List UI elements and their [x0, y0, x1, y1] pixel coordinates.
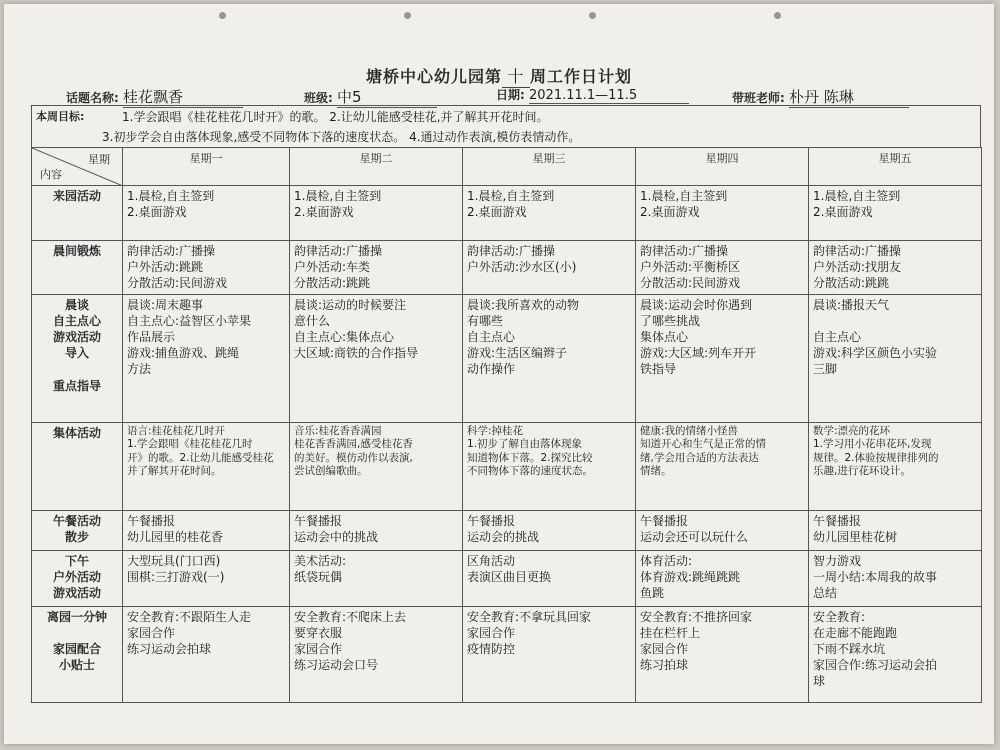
date-label: 日期:	[496, 88, 525, 102]
cell-text-line: 体育游戏:跳绳跳跳	[640, 569, 741, 584]
table-row	[32, 294, 982, 422]
cell-text-line: 午餐播报	[294, 513, 343, 528]
row-label-line: 自主点心	[52, 313, 101, 328]
binder-hole-icon	[774, 12, 781, 19]
cell-text-line: 语言:桂花桂花几时开	[127, 424, 226, 437]
cell-text-line: 家园合作	[127, 625, 176, 640]
cell-text-line: 纸袋玩偶	[294, 569, 343, 584]
date-field	[496, 86, 689, 104]
table-row	[32, 550, 982, 606]
cell-text-line: 情绪。	[640, 465, 672, 478]
table-header-row	[32, 148, 982, 186]
plan-cell	[636, 606, 809, 702]
plan-cell	[123, 241, 290, 295]
cell-text-line: 围棋:三打游戏(一)	[127, 569, 225, 584]
cell-text-line: 音乐:桂花香香满园	[294, 424, 382, 437]
plan-cell	[290, 294, 463, 422]
row-label	[32, 550, 123, 606]
plan-cell	[290, 422, 463, 510]
plan-cell	[123, 294, 290, 422]
cell-text-line: 1.学会跟唱《桂花桂花几时	[127, 438, 253, 451]
cell-text-line: 疫情防控	[467, 641, 516, 656]
cell-text-line: 区角活动	[467, 553, 516, 568]
row-label-line: 游戏活动	[52, 329, 101, 344]
cell-text-line: 练习运动会口号	[294, 658, 379, 673]
plan-cell	[463, 186, 636, 241]
cell-text-line: 韵律活动:广播操	[127, 244, 216, 258]
plan-cell	[636, 422, 809, 510]
title-suffix: 周工作日计划	[530, 67, 633, 86]
cell-text-line: 午餐播报	[127, 513, 176, 528]
plan-cell	[290, 510, 463, 550]
plan-cell	[290, 186, 463, 241]
plan-cell	[809, 422, 982, 510]
cell-text-line: 作品展示	[127, 329, 176, 344]
plan-cell	[809, 241, 982, 295]
cell-text-line: 户外活动:找朋友	[813, 260, 902, 275]
plan-cell	[636, 186, 809, 241]
plan-cell	[809, 186, 982, 241]
cell-text-line: 午餐播报	[813, 513, 862, 528]
cell-text-line: 晨谈:周末趣事	[127, 297, 204, 312]
plan-cell	[290, 606, 463, 702]
cell-text-line: 游戏:捕鱼游戏、跳绳	[127, 346, 240, 361]
row-label-line: 来园活动	[52, 189, 101, 203]
cell-text-line: 户外活动:平衡桥区	[640, 260, 741, 275]
cell-text-line: 1.晨检,自主签到	[640, 189, 728, 203]
page-title	[4, 64, 994, 88]
table-row	[32, 606, 982, 702]
row-label-line: 晨间锻炼	[52, 244, 101, 258]
cell-text-line: 分散活动:民间游戏	[127, 276, 228, 291]
cell-text-line: 分散活动:民间游戏	[640, 276, 741, 291]
plan-cell	[463, 550, 636, 606]
cell-text-line: 1.晨检,自主签到	[294, 189, 382, 203]
cell-text-line: 知道开心和生气是正常的情	[640, 438, 766, 451]
cell-text-line: 科学:掉桂花	[467, 424, 524, 437]
cell-text-line: 晨谈:我所喜欢的动物	[467, 297, 580, 312]
row-label	[32, 186, 123, 241]
cell-text-line: 总结	[813, 585, 838, 600]
plan-cell	[463, 241, 636, 295]
cell-text-line: 要穿衣服	[294, 625, 343, 640]
cell-text-line: 游戏:生活区编辫子	[467, 346, 568, 361]
row-label-line: 离园一分钟	[46, 609, 107, 624]
cell-text-line: 幼儿园里桂花树	[813, 529, 898, 544]
cell-text-line: 在走廊不能跑跑	[813, 625, 898, 640]
cell-text-line: 练习拍球	[640, 658, 689, 673]
cell-text-line: 美术活动:	[294, 553, 347, 568]
cell-text-line: 2.桌面游戏	[127, 205, 187, 220]
table-row	[32, 186, 982, 241]
cell-text-line: 数学:漂亮的花环	[813, 424, 891, 437]
row-label-line: 小贴士	[58, 658, 95, 673]
cell-text-line: 下雨不踩水坑	[813, 641, 886, 656]
goal-line-1: 1.学会跟唱《桂花桂花几时开》的歌。 2.让幼儿能感受桂花,并了解其开花时间。	[122, 110, 549, 124]
cell-text-line: 户外活动:沙水区(小)	[467, 260, 577, 275]
cell-text-line: 1.晨检,自主签到	[813, 189, 901, 203]
cell-text-line: 1.初步了解自由落体现象	[467, 438, 583, 451]
plan-cell	[636, 510, 809, 550]
row-label	[32, 422, 123, 510]
cell-text-line: 健康:我的情绪小怪兽	[640, 424, 739, 437]
cell-text-line: 晨谈:播报天气	[813, 297, 890, 312]
plan-cell	[290, 241, 463, 295]
class-label: 班级:	[304, 91, 333, 105]
cell-text-line: 智力游戏	[813, 553, 862, 568]
topic-label: 话题名称:	[66, 91, 119, 105]
cell-text-line: 晨谈:运动会时你遇到	[640, 297, 753, 312]
plan-cell	[463, 422, 636, 510]
cell-text-line: 晨谈:运动的时候要注	[294, 297, 407, 312]
cell-text-line: 运动会中的挑战	[294, 529, 379, 544]
cell-text-line: 规律。2.体验按规律排列的	[813, 451, 939, 464]
cell-text-line: 韵律活动:广播操	[467, 244, 556, 258]
cell-text-line: 户外活动:跳跳	[127, 260, 204, 275]
topic-value: 桂花飘香	[123, 86, 243, 108]
corner-content-label: 内容	[40, 168, 62, 181]
row-label-line: 家园配合	[52, 641, 101, 656]
binder-hole-icon	[219, 12, 226, 19]
cell-text-line: 1.晨检,自主签到	[127, 189, 215, 203]
row-label-line: 导入	[64, 346, 89, 361]
plan-cell	[809, 294, 982, 422]
cell-text-line: 2.桌面游戏	[813, 205, 873, 220]
cell-text-line: 安全教育:不拿玩具回家	[467, 609, 592, 624]
cell-text-line: 自主点心:益智区小苹果	[127, 313, 252, 328]
cell-text-line: 三脚	[813, 362, 838, 377]
plan-cell	[636, 294, 809, 422]
plan-cell	[123, 550, 290, 606]
cell-text-line: 大区域:商铁的合作指导	[294, 346, 419, 361]
cell-text-line: 知道物体下落。2.探究比较	[467, 451, 593, 464]
cell-text-line: 韵律活动:广播操	[813, 244, 902, 258]
cell-text-line: 1.晨检,自主签到	[467, 189, 555, 203]
cell-text-line: 并了解其开花时间。	[127, 465, 222, 478]
plan-cell	[123, 510, 290, 550]
cell-text-line: 方法	[127, 362, 152, 377]
row-label-line: 户外活动	[52, 569, 101, 584]
cell-text-line: 安全教育:	[813, 609, 866, 624]
cell-text-line: 挂在栏杆上	[640, 625, 701, 640]
cell-text-line: 桂花香香满园,感受桂花香	[294, 438, 413, 451]
cell-text-line: 表演区曲目更换	[467, 569, 552, 584]
plan-cell	[809, 510, 982, 550]
worksheet-paper	[4, 4, 994, 744]
table-row	[32, 241, 982, 295]
cell-text-line: 意什么	[294, 313, 331, 328]
day-header-mon: 星期一	[123, 148, 290, 186]
cell-text-line: 练习运动会拍球	[127, 641, 212, 656]
row-label-line: 散步	[64, 529, 89, 544]
binder-hole-icon	[589, 12, 596, 19]
cell-text-line: 大型玩具(门口西)	[127, 553, 221, 568]
cell-text-line: 绪,学会用合适的方法表达	[640, 451, 759, 464]
cell-text-line: 2.桌面游戏	[640, 205, 700, 220]
cell-text-line: 安全教育:不跟陌生人走	[127, 609, 252, 624]
day-header-fri: 星期五	[809, 148, 982, 186]
plan-cell	[463, 294, 636, 422]
cell-text-line: 2.桌面游戏	[467, 205, 527, 220]
cell-text-line: 2.桌面游戏	[294, 205, 354, 220]
row-label	[32, 510, 123, 550]
cell-text-line: 体育活动:	[640, 553, 693, 568]
cell-text-line: 球	[813, 674, 826, 689]
plan-cell	[123, 422, 290, 510]
cell-text-line: 尝试创编歌曲。	[294, 465, 368, 478]
plan-cell	[123, 186, 290, 241]
day-header-wed: 星期三	[463, 148, 636, 186]
cell-text-line: 动作操作	[467, 362, 516, 377]
plan-cell	[636, 550, 809, 606]
cell-text-line: 分散活动:跳跳	[813, 276, 890, 291]
cell-text-line: 自主点心	[813, 329, 862, 344]
cell-text-line: 游戏:大区域:列车开开	[640, 346, 757, 361]
class-value: 中5	[337, 86, 437, 108]
cell-text-line: 鱼跳	[640, 585, 665, 600]
goals-label: 本周目标:	[36, 110, 85, 123]
plan-cell	[809, 606, 982, 702]
teacher-label: 带班老师:	[732, 91, 785, 105]
corner-weekday-label: 星期	[88, 153, 110, 166]
plan-cell	[463, 510, 636, 550]
teacher-value: 朴丹 陈琳	[789, 86, 909, 108]
cell-text-line: 家园合作	[467, 625, 516, 640]
cell-text-line: 安全教育:不推挤回家	[640, 609, 753, 624]
cell-text-line: 了哪些挑战	[640, 313, 701, 328]
cell-text-line: 自主点心	[467, 329, 516, 344]
row-label	[32, 294, 123, 422]
cell-text-line: 家园合作	[640, 641, 689, 656]
cell-text-line: 自主点心:集体点心	[294, 329, 395, 344]
row-label-line: 重点指导	[52, 378, 101, 393]
cell-text-line: 有哪些	[467, 313, 504, 328]
row-label-line: 下午	[64, 553, 89, 568]
cell-text-line: 集体点心	[640, 329, 689, 344]
table-corner	[32, 148, 123, 186]
row-label	[32, 606, 123, 702]
cell-text-line: 游戏:科学区颜色小实验	[813, 346, 938, 361]
table-row	[32, 422, 982, 510]
cell-text-line: 安全教育:不爬床上去	[294, 609, 407, 624]
title-prefix: 塘桥中心幼儿园第	[365, 67, 502, 86]
week-number: 十	[502, 64, 530, 88]
row-label-line: 集体活动	[52, 425, 101, 440]
weekly-plan-table	[31, 147, 982, 703]
binder-hole-icon	[404, 12, 411, 19]
cell-text-line: 开》的歌。2.让幼儿能感受桂花	[127, 451, 274, 464]
cell-text-line: 午餐播报	[467, 513, 516, 528]
cell-text-line: 分散活动:跳跳	[294, 276, 371, 291]
cell-text-line: 乐趣,进行花环设计。	[813, 465, 911, 478]
cell-text-line: 一周小结:本周我的故事	[813, 569, 938, 584]
row-label-line: 晨谈	[64, 297, 89, 312]
cell-text-line: 铁指导	[640, 362, 677, 377]
cell-text-line: 运动会还可以玩什么	[640, 529, 749, 544]
date-value: 2021.11.1—11.5	[529, 88, 689, 104]
day-header-thu: 星期四	[636, 148, 809, 186]
cell-text-line: 运动会的挑战	[467, 529, 540, 544]
row-label-line: 游戏活动	[52, 585, 101, 600]
cell-text-line: 户外活动:车类	[294, 260, 371, 275]
weekly-goals	[31, 105, 981, 148]
plan-cell	[463, 606, 636, 702]
cell-text-line: 午餐播报	[640, 513, 689, 528]
cell-text-line: 不同物体下落的速度状态。	[467, 465, 593, 478]
plan-cell	[809, 550, 982, 606]
day-header-tue: 星期二	[290, 148, 463, 186]
row-label-line: 午餐活动	[52, 513, 101, 528]
row-label-line	[36, 361, 118, 377]
cell-text-line	[813, 313, 977, 329]
cell-text-line: 幼儿园里的桂花香	[127, 529, 224, 544]
cell-text-line: 1.学习用小花串花环,发现	[813, 438, 932, 451]
cell-text-line: 家园合作:练习运动会拍	[813, 658, 938, 673]
cell-text-line: 韵律活动:广播操	[640, 244, 729, 258]
row-label	[32, 241, 123, 295]
plan-cell	[123, 606, 290, 702]
table-row	[32, 510, 982, 550]
plan-cell	[636, 241, 809, 295]
row-label-line	[36, 625, 118, 641]
cell-text-line: 韵律活动:广播操	[294, 244, 383, 258]
cell-text-line: 家园合作	[294, 641, 343, 656]
cell-text-line: 的美好。模仿动作以表演,	[294, 451, 413, 464]
goal-line-2: 3.初步学会自由落体现象,感受不同物体下落的速度状态。 4.通过动作表演,模仿表情动作。	[102, 130, 581, 144]
plan-cell	[290, 550, 463, 606]
